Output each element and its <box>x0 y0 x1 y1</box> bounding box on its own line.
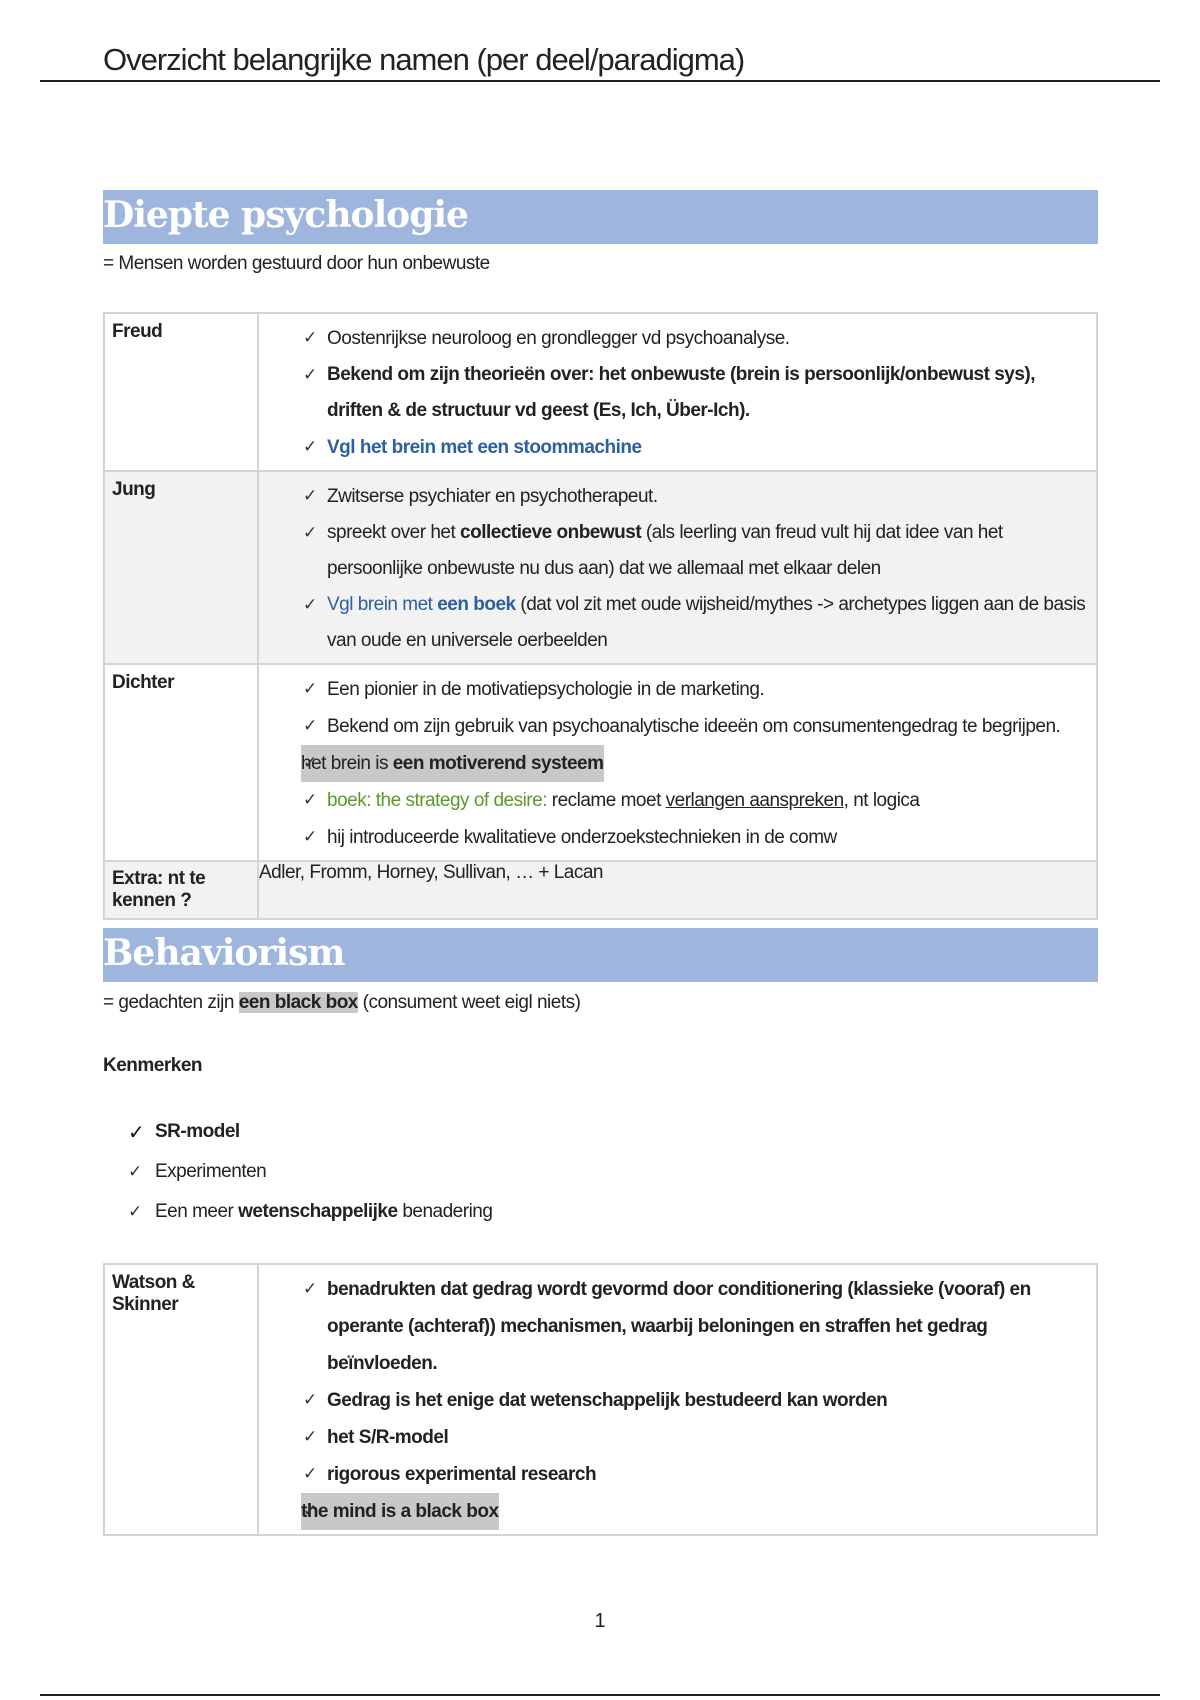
text-run-bold: een motiverend systeem <box>392 753 604 774</box>
text-run: (als leerling van freud vult hij dat idee van het persoonlijke onbewuste nu dus aan) dat we allemaal met elkaar delen <box>327 522 1003 579</box>
page-number: 1 <box>594 1610 606 1632</box>
table-row-extra <box>104 861 1097 919</box>
list-item: ✓ Een pionier in de motivatiepsychologie in de marketing. <box>327 671 1086 708</box>
text-run: Een meer <box>155 1201 239 1222</box>
text-run: reclame moet <box>546 790 666 811</box>
extra-label: Extra: nt te kennen ? <box>104 861 258 919</box>
section-subtitle <box>103 992 580 1014</box>
list-item <box>327 782 1086 819</box>
text-run-underlined: verlangen aanspreken <box>665 790 844 811</box>
list-item: ✓ rigorous experimental research <box>327 1456 1086 1493</box>
text-run-bold: collectieve onbewust <box>460 522 642 543</box>
list-item: ✓ SR-model <box>155 1112 492 1152</box>
list-item: ✓ hij introduceerde kwalitatieve onderzoekstechnieken in de comw <box>327 819 1086 856</box>
names-table-diepte <box>103 312 1098 920</box>
table-row <box>104 471 1097 664</box>
name-cell: Jung <box>104 471 258 664</box>
text-run-bold: wetenschappelijke <box>238 1201 398 1222</box>
description-cell <box>258 1264 1097 1535</box>
list-item-highlighted: ✓ the mind is a black box <box>301 1493 499 1530</box>
description-cell <box>258 664 1097 861</box>
list-item: ✓ Vgl het brein met een stoommachine <box>327 429 1086 466</box>
kenmerken-list <box>155 1112 492 1232</box>
list-item <box>327 587 1086 659</box>
list-item: ✓ benadrukten dat gedrag wordt gevormd door conditionering (klassieke (vooraf) en operante (achteraf)) mechanismen, waarbij beloningen en straffen het gedrag beïnvloeden. <box>327 1271 1086 1382</box>
text-run: (dat vol zit met oude wijsheid/mythes -> archetypes liggen aan de basis van oude en universele oerbeelden <box>327 594 1086 651</box>
section-subtitle: = Mensen worden gestuurd door hun onbewuste <box>103 253 490 274</box>
description-cell <box>258 471 1097 664</box>
text-run: benadering <box>397 1201 493 1222</box>
text-run: , nt logica <box>843 790 920 811</box>
text-run-highlighted: een black box <box>238 992 358 1013</box>
list-item-highlighted <box>301 745 604 782</box>
extra-value: Adler, Fromm, Horney, Sullivan, … + Lacan <box>258 861 1097 919</box>
text-run-blue: Vgl brein met <box>327 594 438 615</box>
table-row <box>104 313 1097 471</box>
names-table-behaviorism <box>103 1263 1098 1536</box>
title-underline <box>40 80 1160 82</box>
text-run: spreekt over het <box>327 522 461 543</box>
text-run-green: boek: the strategy of desire: <box>327 790 547 811</box>
list-item: ✓ Gedrag is het enige dat wetenschappelijk bestudeerd kan worden <box>327 1382 1086 1419</box>
footer-rule <box>40 1694 1160 1696</box>
text-run: (consument weet eigl niets) <box>357 992 581 1013</box>
list-item: ✓ Bekend om zijn gebruik van psychoanalytische ideeën om consumentengedrag te begrijpen. <box>327 708 1086 745</box>
kenmerken-heading: Kenmerken <box>103 1055 202 1076</box>
table-row <box>104 664 1097 861</box>
list-item: ✓ Experimenten <box>155 1152 492 1192</box>
table-row <box>104 1264 1097 1535</box>
section-title-behaviorism: Behaviorism <box>103 932 345 974</box>
name-cell: Dichter <box>104 664 258 861</box>
text-run-blue-bold: een boek <box>437 594 516 615</box>
page-title: Overzicht belangrijke namen (per deel/paradigma) <box>103 42 745 77</box>
text-run: = gedachten zijn <box>103 992 239 1013</box>
list-item: ✓ het S/R-model <box>327 1419 1086 1456</box>
list-item: ✓ Bekend om zijn theorieën over: het onbewuste (brein is persoonlijk/onbewust sys), driften & de structuur vd geest (Es, Ich, Über-Ich). <box>327 357 1086 429</box>
text-run: het brein is <box>301 753 393 774</box>
description-cell <box>258 313 1097 471</box>
list-item: ✓ Oostenrijkse neuroloog en grondlegger vd psychoanalyse. <box>327 320 1086 357</box>
list-item <box>155 1192 492 1232</box>
name-cell: Freud <box>104 313 258 471</box>
name-cell: Watson & Skinner <box>104 1264 258 1535</box>
section-title-diepte-psychologie: Diepte psychologie <box>103 194 468 236</box>
list-item <box>327 515 1086 587</box>
list-item: ✓ Zwitserse psychiater en psychotherapeut. <box>327 478 1086 515</box>
